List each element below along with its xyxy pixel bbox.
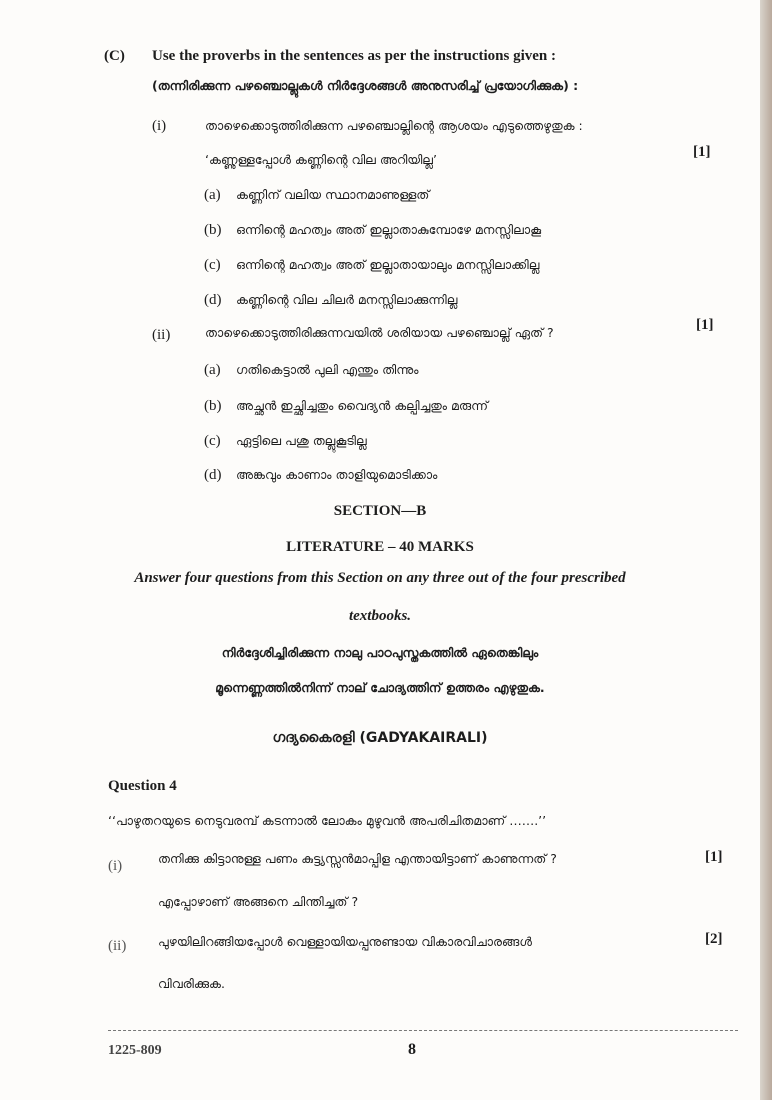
question-text: തനിക്കു കിട്ടാനുള്ള പണം കുട്ട്യസ്സൻമാപ്പിള എന്തായിട്ടാണ് കാണുന്നത് ? <box>158 851 557 866</box>
part-heading-en: Use the proverbs in the sentences as per the instructions given : <box>152 48 557 64</box>
section-subtitle: LITERATURE – 40 MARKS <box>286 539 474 555</box>
option-label: (b) <box>204 222 222 238</box>
option-label: (c) <box>204 433 221 449</box>
option-text: ഏട്ടിലെ പശു തല്ലുകൂടില്ല <box>236 433 367 448</box>
option-text: ഒന്നിന്റെ മഹത്വം അത് ഇല്ലാതായാലും മനസ്സിലാക്കില്ല <box>236 257 540 272</box>
instructions-ml-line2: മൂന്നെണ്ണത്തിൽനിന്ന് നാല് ചോദ്യത്തിന് ഉത്തരം എഴുതുക. <box>215 680 545 695</box>
option-text: അങ്കവും കാണാം താളിയുമൊടിക്കാം <box>236 467 438 482</box>
question-text: വിവരിക്കുക. <box>158 976 225 991</box>
option-label: (a) <box>204 187 221 203</box>
option-label: (c) <box>204 257 221 273</box>
page-number: 8 <box>408 1041 416 1058</box>
instructions-en-line1: Answer four questions from this Section on any three out of the four prescribed <box>134 570 626 586</box>
option-text: കണ്ണിന് വലിയ സ്ഥാനമാണുള്ളത് <box>236 187 430 202</box>
footer-divider <box>108 1030 738 1031</box>
part-heading-ml: (തന്നിരിക്കുന്ന പഴഞ്ചൊല്ലുകൾ നിർദ്ദേശങ്ങൾ അനുസരിച്ച് പ്രയോഗിക്കുക) : <box>152 78 579 93</box>
option-text: ഒന്നിന്റെ മഹത്വം അത് ഇല്ലാതാകുമ്പോഴേ മനസ്സിലാകൂ <box>236 222 542 237</box>
proverb-text: ‘കണ്ണുള്ളപ്പോൾ കണ്ണിന്റെ വില അറിയില്ല’ <box>205 152 437 167</box>
question-prompt: താഴെക്കൊടുത്തിരിക്കുന്നവയിൽ ശരിയായ പഴഞ്ചൊല്ല് ഏത് ? <box>205 325 554 340</box>
option-label: (d) <box>204 467 222 483</box>
question-heading: Question 4 <box>108 778 177 794</box>
part-label: (C) <box>104 48 125 64</box>
question-number: (i) <box>108 858 123 874</box>
question-number: (ii) <box>152 327 171 343</box>
option-text: കണ്ണിന്റെ വില ചിലർ മനസ്സിലാക്കുന്നില്ല <box>236 292 458 307</box>
question-quote: ‘‘പാഴുതറയുടെ നെടുവരമ്പ് കടന്നാൽ ലോകം മുഴുവൻ അപരിചിതമാണ് …….’’ <box>108 813 547 828</box>
question-number: (ii) <box>108 938 127 954</box>
page-edge <box>760 0 772 1100</box>
marks-badge: [1] <box>705 849 723 865</box>
question-text: എപ്പോഴാണ് അങ്ങനെ ചിന്തിച്ചത് ? <box>158 894 359 909</box>
option-label: (a) <box>204 362 221 378</box>
book-title: ഗദ്യകൈരളി (GADYAKAIRALI) <box>272 730 488 746</box>
option-label: (d) <box>204 292 222 308</box>
instructions-en-line2: textbooks. <box>348 608 412 624</box>
instructions-ml-line1: നിർദ്ദേശിച്ചിരിക്കുന്ന നാലു പാഠപുസ്തകത്തിൽ ഏതെങ്കിലും <box>221 645 539 660</box>
option-label: (b) <box>204 398 222 414</box>
marks-badge: [2] <box>705 931 723 947</box>
question-text: പുഴയിലിറങ്ങിയപ്പോൾ വെള്ളായിയപ്പനുണ്ടായ വികാരവിചാരങ്ങൾ <box>158 934 532 949</box>
marks-badge: [1] <box>696 317 714 333</box>
marks-badge: [1] <box>693 144 711 160</box>
question-number: (i) <box>152 118 167 134</box>
option-text: അച്ഛൻ ഇച്ഛിച്ചതും വൈദ്യൻ കല്പിച്ചതും മരുന്ന് <box>236 398 488 413</box>
question-prompt: താഴെക്കൊടുത്തിരിക്കുന്ന പഴഞ്ചൊല്ലിന്റെ ആശയം എടുത്തെഴുതുക : <box>205 118 583 133</box>
paper-code: 1225-809 <box>108 1043 162 1058</box>
option-text: ഗതികെട്ടാൽ പുലി എന്തും തിന്നും <box>236 362 419 377</box>
section-title: SECTION—B <box>333 503 427 519</box>
